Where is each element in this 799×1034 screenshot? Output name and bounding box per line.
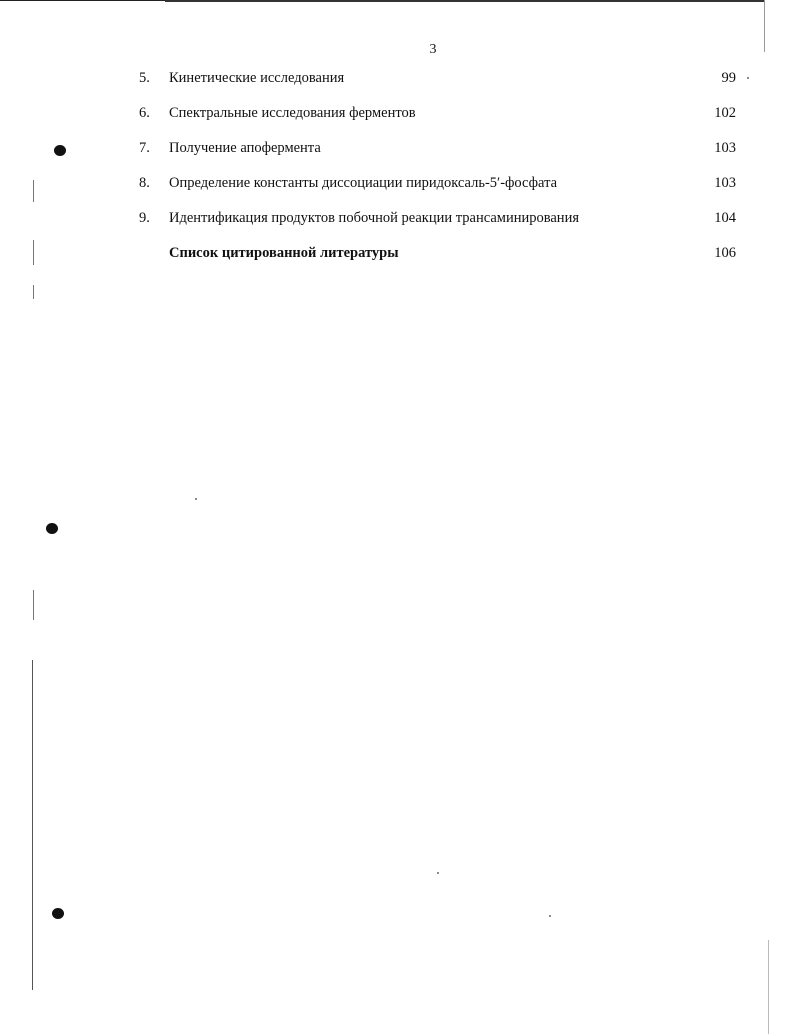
toc-entry [0, 208, 799, 228]
toc-entry-title: Определение константы диссоциации пиридоксаль-5′-фосфата [169, 175, 558, 191]
toc-entry-title: Получение апофермента [169, 140, 321, 156]
toc-entry-references [0, 243, 799, 263]
toc-entry [0, 138, 799, 158]
toc-entry-page: 104 [714, 210, 736, 226]
toc-entry-number: 9. [139, 210, 150, 226]
toc-entry [0, 173, 799, 193]
toc-entry-number: 7. [139, 140, 150, 156]
toc-entry-number: 5. [139, 70, 150, 86]
toc-entry [0, 103, 799, 123]
toc-entry-page: 103 [714, 175, 736, 191]
toc-entry-title: Список цитированной литературы [169, 245, 399, 261]
toc-entry-title: Кинетические исследования [169, 70, 345, 86]
toc-entry-number: 6. [139, 105, 150, 121]
toc-entry-page: 99 [721, 70, 736, 86]
page-number: 3 [429, 42, 437, 57]
toc-entry-page: 103 [714, 140, 736, 156]
toc-entry [0, 68, 799, 88]
toc-entry-number: 8. [139, 175, 150, 191]
toc-entry-title: Идентификация продуктов побочной реакции трансаминирования [169, 210, 580, 226]
toc-entry-page: 106 [714, 245, 736, 261]
toc-entry-page: 102 [714, 105, 736, 121]
toc-entry-title: Спектральные исследования ферментов [169, 105, 416, 121]
